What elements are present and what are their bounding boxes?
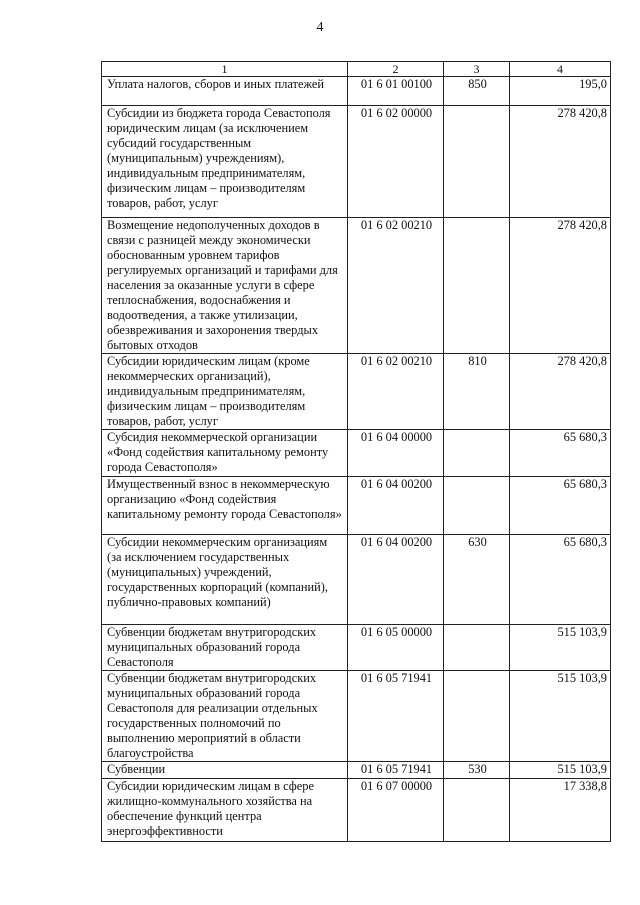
- row-type: [444, 218, 510, 354]
- row-amount: 17 338,8: [510, 779, 611, 842]
- column-header-4: 4: [510, 62, 611, 77]
- row-amount: 278 420,8: [510, 354, 611, 430]
- row-name: Субсидии юридическим лицам (кроме некоммерческих организаций), индивидуальным предпринимателям, физическим лицам – производителям товаров, работ, услуг: [102, 354, 348, 430]
- row-amount: 515 103,9: [510, 625, 611, 671]
- row-amount: 515 103,9: [510, 671, 611, 762]
- table-header-row: [102, 62, 611, 77]
- row-amount: 65 680,3: [510, 430, 611, 477]
- row-type: 810: [444, 354, 510, 430]
- table-row: [102, 625, 611, 671]
- row-name: Субвенции: [102, 762, 348, 779]
- row-code: 01 6 02 00210: [348, 218, 444, 354]
- table-row: [102, 477, 611, 535]
- table-row: [102, 218, 611, 354]
- row-amount: 278 420,8: [510, 218, 611, 354]
- row-type: [444, 477, 510, 535]
- column-header-2: 2: [348, 62, 444, 77]
- row-name: Уплата налогов, сборов и иных платежей: [102, 77, 348, 106]
- row-code: 01 6 05 71941: [348, 762, 444, 779]
- table-row: [102, 354, 611, 430]
- row-name: Субвенции бюджетам внутригородских муниципальных образований города Севастополя: [102, 625, 348, 671]
- row-type: 530: [444, 762, 510, 779]
- page-number: 4: [316, 20, 324, 35]
- table-row: [102, 430, 611, 477]
- row-name: Субсидия некоммерческой организации «Фонд содействия капитальному ремонту города Севастополя»: [102, 430, 348, 477]
- table-row: [102, 671, 611, 762]
- row-amount: 65 680,3: [510, 535, 611, 625]
- row-type: [444, 430, 510, 477]
- row-type: [444, 625, 510, 671]
- row-type: [444, 671, 510, 762]
- row-code: 01 6 04 00200: [348, 477, 444, 535]
- budget-table: [101, 61, 611, 842]
- table-row: [102, 77, 611, 106]
- row-amount: 278 420,8: [510, 106, 611, 218]
- row-code: 01 6 02 00210: [348, 354, 444, 430]
- row-name: Возмещение недополученных доходов в связи с разницей между экономически обоснованным уровнем тарифов регулируемых организаций и тарифами для населения за оказанные услуги в сфере теплоснабжения, водоснабжения и водоотведения, а также утилизации, обезвреживания и захоронения твердых бытовых отходов: [102, 218, 348, 354]
- row-code: 01 6 05 71941: [348, 671, 444, 762]
- row-type: [444, 106, 510, 218]
- row-name: Субсидии некоммерческим организациям (за исключением государственных (муниципальных) учреждений, государственных корпораций (компаний), публично-правовых компаний): [102, 535, 348, 625]
- table-row: [102, 762, 611, 779]
- row-amount: 65 680,3: [510, 477, 611, 535]
- row-name: Субвенции бюджетам внутригородских муниципальных образований города Севастополя для реализации отдельных государственных полномочий по выполнению мероприятий в области благоустройства: [102, 671, 348, 762]
- column-header-3: 3: [444, 62, 510, 77]
- row-amount: 195,0: [510, 77, 611, 106]
- row-code: 01 6 01 00100: [348, 77, 444, 106]
- row-name: Субсидии из бюджета города Севастополя юридическим лицам (за исключением субсидий государственным (муниципальным) учреждениям), индивидуальным предпринимателям, физическим лицам – производителям товаров, работ, услуг: [102, 106, 348, 218]
- row-type: 850: [444, 77, 510, 106]
- table-row: [102, 106, 611, 218]
- row-code: 01 6 04 00200: [348, 535, 444, 625]
- row-name: Субсидии юридическим лицам в сфере жилищно-коммунального хозяйства на обеспечение функций центра энергоэффективности: [102, 779, 348, 842]
- row-type: [444, 779, 510, 842]
- row-name: Имущественный взнос в некоммерческую организацию «Фонд содействия капитальному ремонту города Севастополя»: [102, 477, 348, 535]
- table-row: [102, 535, 611, 625]
- row-type: 630: [444, 535, 510, 625]
- column-header-1: 1: [102, 62, 348, 77]
- row-code: 01 6 04 00000: [348, 430, 444, 477]
- row-code: 01 6 07 00000: [348, 779, 444, 842]
- row-amount: 515 103,9: [510, 762, 611, 779]
- row-code: 01 6 02 00000: [348, 106, 444, 218]
- row-code: 01 6 05 00000: [348, 625, 444, 671]
- table-row: [102, 779, 611, 842]
